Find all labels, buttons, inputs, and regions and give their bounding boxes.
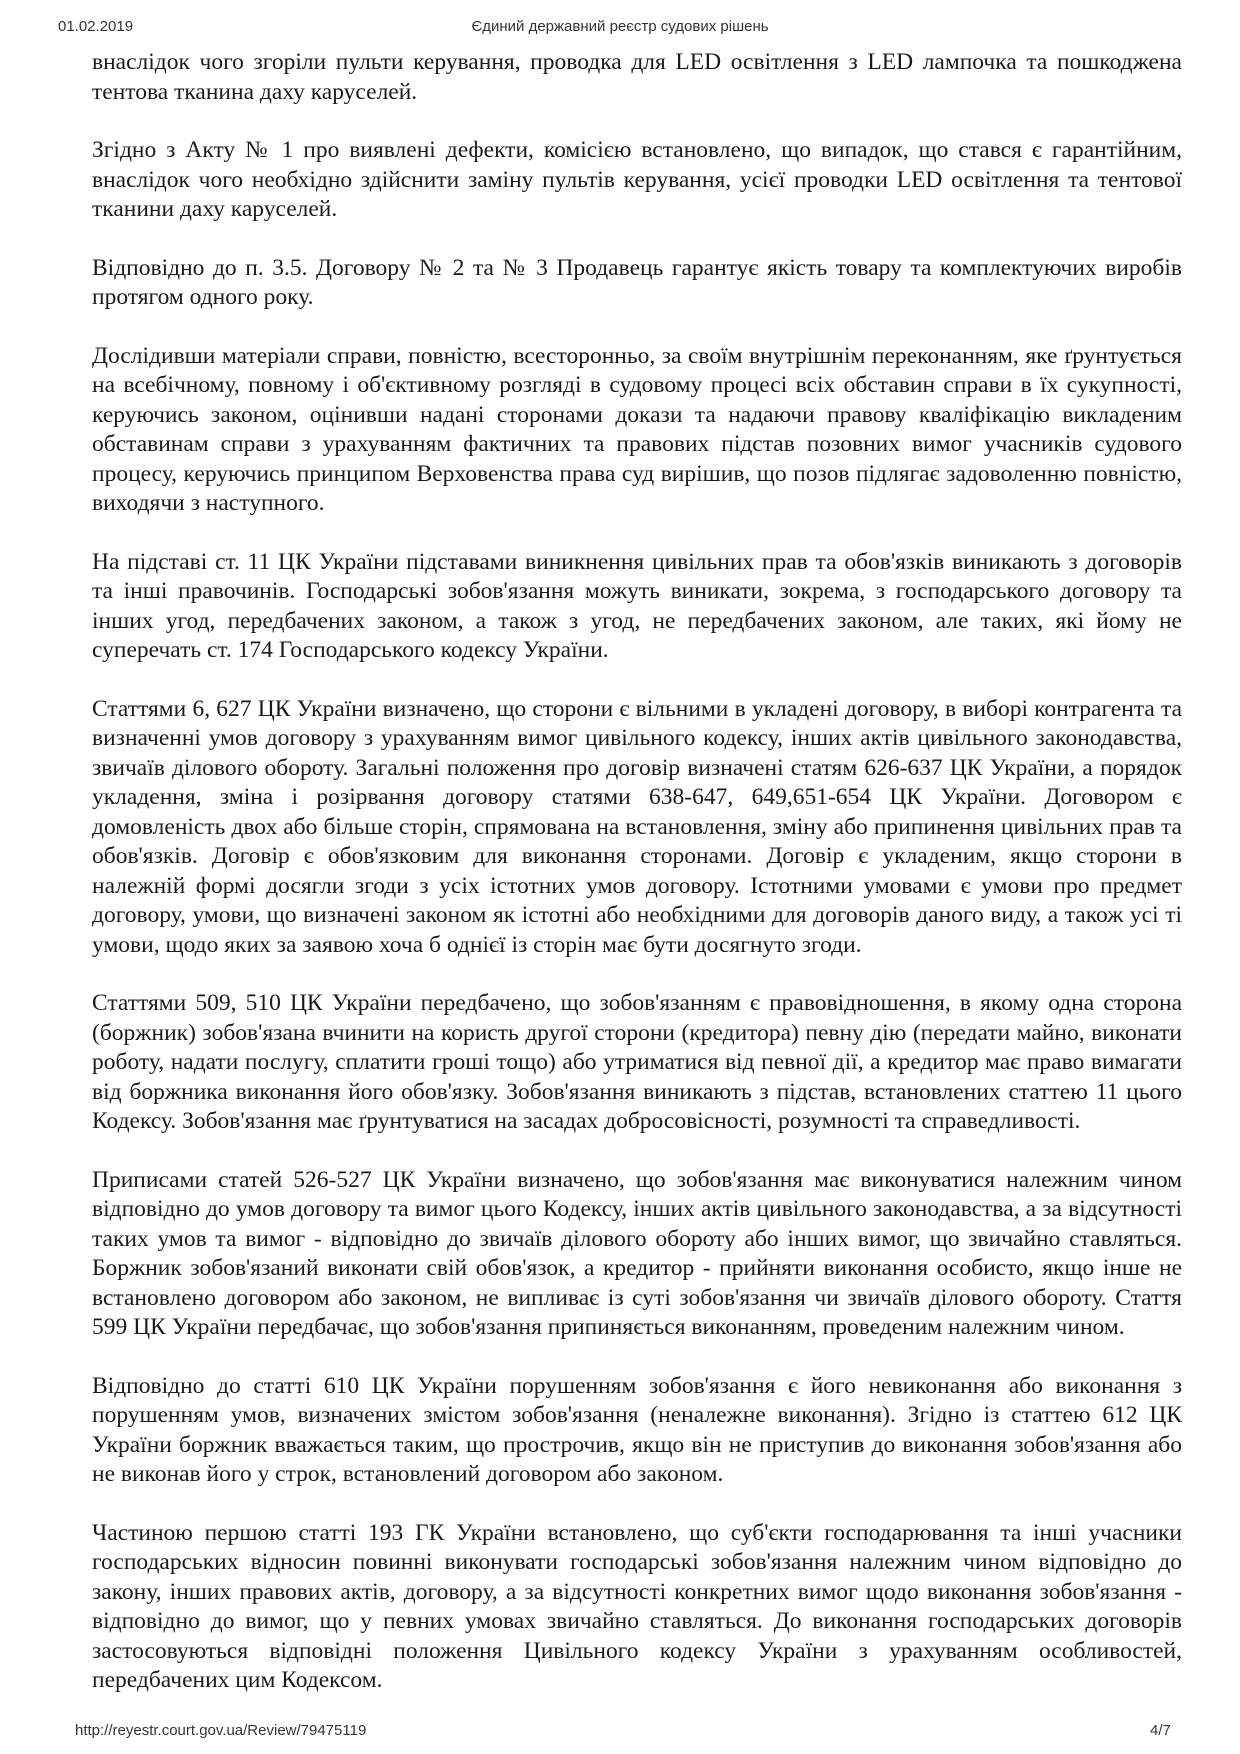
document-body xyxy=(92,48,1182,1725)
registry-title: Єдиний державний реєстр судових рішень xyxy=(471,18,769,35)
source-url: http://reyestr.court.gov.ua/Review/79475119 xyxy=(75,1722,367,1739)
paragraph: На підставі ст. 11 ЦК України підставами виникнення цивільних прав та обов'язків виникають з договорів та інші правочинів. Господарські зобов'язання можуть виникати, зокрема, з господарського договору та інших угод, передбачених законом, а також з угод, не передбачених законом, але таких, які йому не суперечать ст. 174 Господарського кодексу України. xyxy=(92,548,1182,663)
print-date: 01.02.2019 xyxy=(58,18,134,35)
page-footer xyxy=(0,1722,1240,1746)
page-header xyxy=(0,0,1240,40)
paragraph: Відповідно до п. 3.5. Договору № 2 та № 3 Продавець гарантує якість товару та комплектуючих виробів протягом одного року. xyxy=(92,254,1182,310)
paragraph: Статтями 509, 510 ЦК України передбачено, що зобов'язанням є правовідношення, в якому одна сторона (боржник) зобов'язана вчинити на користь другої сторони (кредитора) певну дію (передати майно, виконати роботу, надати послугу, сплатити гроші тощо) або утриматися від певної дії, а кредитор має право вимагати від боржника виконання його обов'язку. Зобов'язання виникають з підстав, встановлених статтею 11 цього Кодексу. Зобов'язання має ґрунтуватися на засадах добросовісності, розумності та справедливості. xyxy=(92,990,1182,1134)
paragraph: Частиною першою статті 193 ГК України встановлено, що суб'єкти господарювання та інші учасники господарських відносин повинні виконувати господарські зобов'язання належним чином відповідно до закону, інших правових актів, договору, а за відсутності конкретних вимог щодо виконання зобов'язання - відповідно до вимог, що у певних умовах звичайно ставляться. До виконання господарських договорів застосовуються відповідні положення Цивільного кодексу України з урахуванням особливостей, передбачених цим Кодексом. xyxy=(92,1519,1182,1693)
page-number: 4/7 xyxy=(1150,1722,1171,1739)
paragraph: Відповідно до статті 610 ЦК України порушенням зобов'язання є його невиконання або виконання з порушенням умов, визначених змістом зобов'язання (неналежне виконання). Згідно із статтею 612 ЦК України боржник вважається таким, що прострочив, якщо він не приступив до виконання зобов'язання або не виконав його у строк, встановлений договором або законом. xyxy=(92,1372,1182,1487)
paragraph: Дослідивши матеріали справи, повністю, всесторонньо, за своїм внутрішнім переконанням, яке ґрунтується на всебічному, повному і об'єктивному розгляді в судовому процесі всіх обставин справи в їх сукупності, керуючись законом, оцінивши надані сторонами докази та надаючи правову кваліфікацію викладеним обставинам справи з урахуванням фактичних та правових підстав позовних вимог учасників судового процесу, керуючись принципом Верховенства права суд вирішив, що позов підлягає задоволенню повністю, виходячи з наступного. xyxy=(92,342,1182,516)
paragraph: Приписами статей 526-527 ЦК України визначено, що зобов'язання має виконуватися належним чином відповідно до умов договору та вимог цього Кодексу, інших актів цивільного законодавства, а за відсутності таких умов та вимог - відповідно до звичаїв ділового обороту або інших вимог, що звичайно ставляться. Боржник зобов'язаний виконати свій обов'язок, а кредитор - прийняти виконання особисто, якщо інше не встановлено договором або законом, не випливає із суті зобов'язання чи звичаїв ділового обороту. Стаття 599 ЦК України передбачає, що зобов'язання припиняється виконанням, проведеним належним чином. xyxy=(92,1166,1182,1340)
paragraph: Згідно з Акту № 1 про виявлені дефекти, комісією встановлено, що випадок, що стався є гарантійним, внаслідок чого необхідно здійснити заміну пультів керування, усієї проводки LED освітлення та тентової тканини даху каруселей. xyxy=(92,137,1182,222)
paragraph: внаслідок чого згоріли пульти керування, проводка для LED освітлення з LED лампочка та пошкоджена тентова тканина даху каруселей. xyxy=(92,49,1182,105)
paragraph: Статтями 6, 627 ЦК України визначено, що сторони є вільними в укладені договору, в виборі контрагента та визначенні умов договору з урахуванням вимог цивільного кодексу, інших актів цивільного законодавства, звичаїв ділового обороту. Загальні положення про договір визначені статям 626-637 ЦК України, а порядок укладення, зміна і розірвання договору статями 638-647, 649,651-654 ЦК України. Договором є домовленість двох або більше сторін, спрямована на встановлення, зміну або припинення цивільних прав та обов'язків. Договір є обов'язковим для виконання сторонами. Договір є укладеним, якщо сторони в належній формі досягли згоди з усіх істотних умов договору. Істотними умовами є умови про предмет договору, умови, що визначені законом як істотні або необхідними для договорів даного виду, а також усі ті умови, щодо яких за заявою хоча б однієї із сторін має бути досягнуто згоди. xyxy=(92,695,1182,958)
